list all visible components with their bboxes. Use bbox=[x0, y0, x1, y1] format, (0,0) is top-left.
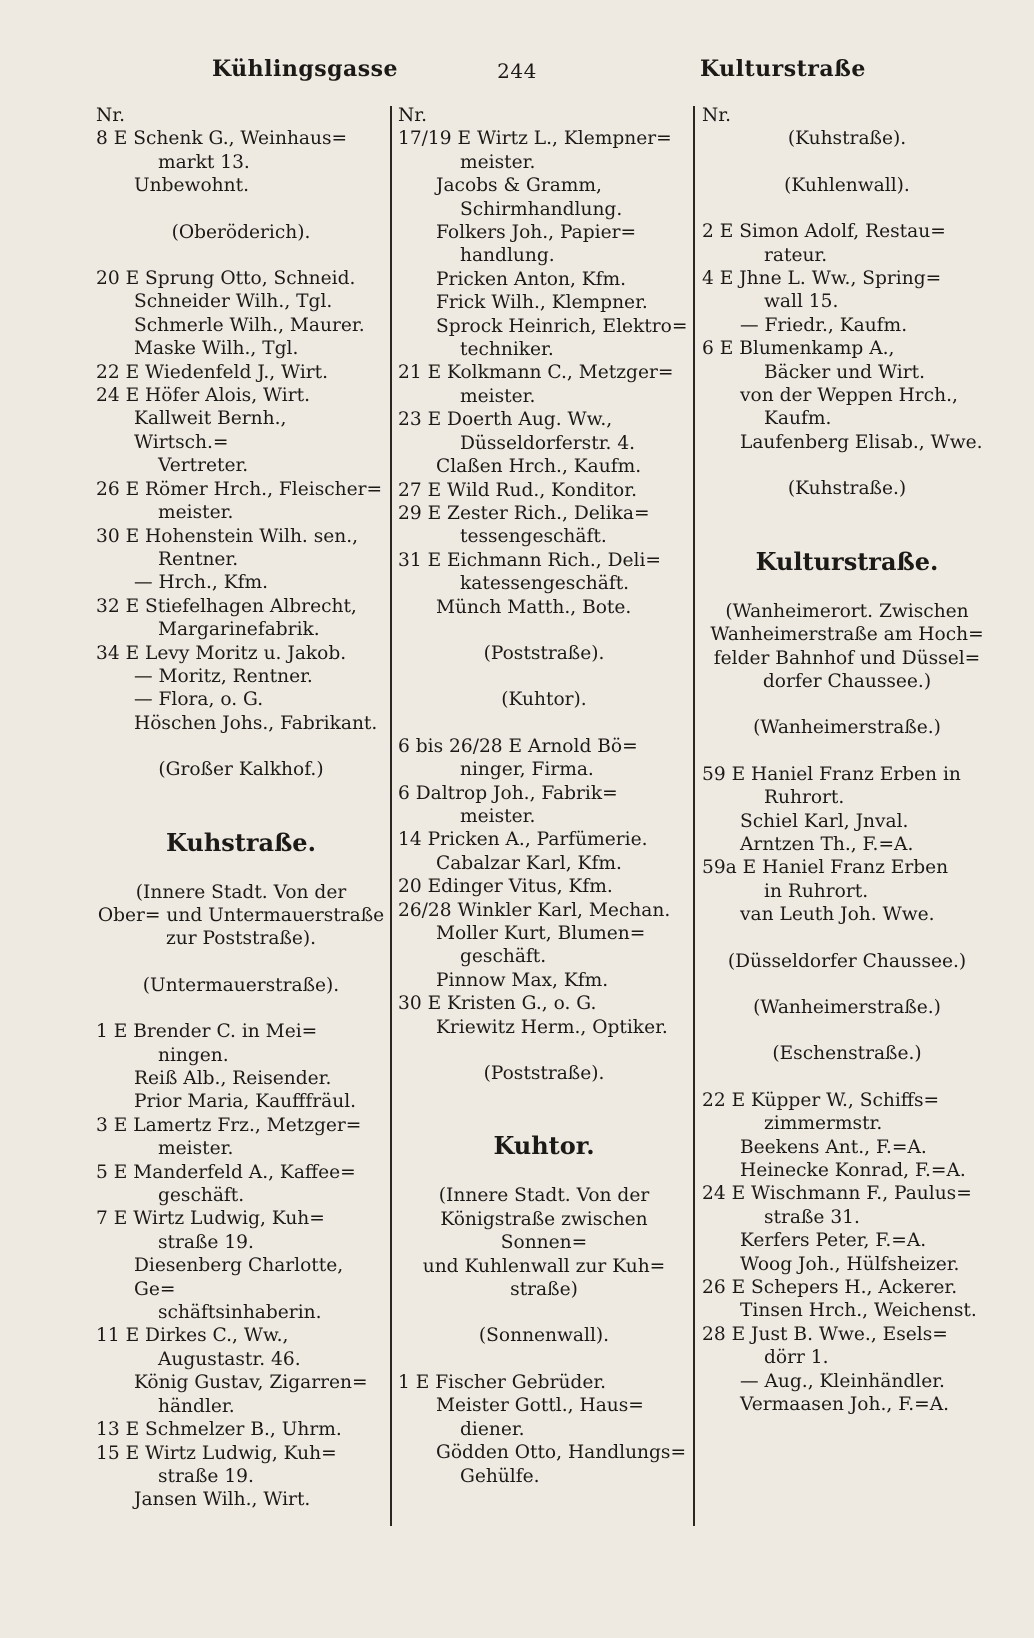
entry-line: — Hrch., Kfm. bbox=[134, 572, 269, 594]
entry-line: van Leuth Joh. Wwe. bbox=[740, 904, 935, 926]
entry-line: 5 E Manderfeld A., Kaffee= bbox=[96, 1161, 356, 1183]
spacer bbox=[96, 244, 386, 267]
section-note: felder Bahnhof und Düssel= bbox=[713, 647, 981, 669]
entry-continuation: ninger, Firma. bbox=[460, 759, 594, 781]
street-heading: Kulturstraße. bbox=[755, 546, 939, 576]
entry-line: — Aug., Kleinhändler. bbox=[740, 1370, 945, 1392]
entry-line: 17/19 E Wirtz L., Klempner= bbox=[398, 128, 672, 150]
entry-line: — Flora, o. G. bbox=[134, 689, 264, 711]
entry-continuation: Rentner. bbox=[158, 548, 239, 570]
spacer bbox=[702, 927, 992, 950]
header-right-street: Kulturstraße bbox=[700, 56, 866, 82]
entry-continuation: meister. bbox=[460, 151, 536, 173]
spacer bbox=[702, 973, 992, 996]
entry-line: 15 E Wirtz Ludwig, Kuh= bbox=[96, 1442, 337, 1464]
entry-continuation: diener. bbox=[460, 1418, 525, 1440]
entry-line: 26 E Schepers H., Ackerer. bbox=[702, 1277, 958, 1299]
entry-line: 30 E Hohenstein Wilh. sen., bbox=[96, 525, 359, 547]
entry-line: Frick Wilh., Klempner. bbox=[436, 292, 648, 314]
section-note: Königstraße zwischen Sonnen= bbox=[440, 1208, 648, 1254]
entry-continuation: ningen. bbox=[158, 1044, 229, 1066]
entry-line: Münch Matth., Bote. bbox=[436, 596, 632, 618]
section-note: (Innere Stadt. Von der bbox=[438, 1185, 650, 1207]
spacer bbox=[702, 454, 992, 477]
entry-continuation: Düsseldorferstr. 4. bbox=[460, 432, 636, 454]
entry-continuation: Augustastr. 46. bbox=[158, 1348, 301, 1370]
entry-continuation: rateur. bbox=[764, 244, 828, 266]
entry-continuation: handlung. bbox=[460, 245, 555, 267]
entry-continuation: meister. bbox=[460, 385, 536, 407]
entry-line: Laufenberg Elisab., Wwe. bbox=[740, 431, 983, 453]
section-note: (Innere Stadt. Von der bbox=[135, 881, 347, 903]
section-note: zur Poststraße). bbox=[165, 928, 317, 950]
spacer bbox=[96, 782, 386, 828]
entry-line: Sprock Heinrich, Elektro= bbox=[436, 315, 688, 337]
entry-line: 24 E Höfer Alois, Wirt. bbox=[96, 385, 311, 407]
section-note: (Sonnenwall). bbox=[478, 1325, 610, 1347]
entry-line: Kerfers Peter, F.=A. bbox=[740, 1230, 927, 1252]
entry-line: Diesenberg Charlotte, Ge= bbox=[134, 1255, 344, 1300]
entry-line: Schiel Karl, Jnval. bbox=[740, 810, 909, 832]
entry-line: Tinsen Hrch., Weichenst. bbox=[740, 1300, 977, 1322]
entry-continuation: straße 19. bbox=[158, 1465, 254, 1487]
entry-continuation: zimmermstr. bbox=[764, 1113, 883, 1135]
entry-line: 27 E Wild Rud., Konditor. bbox=[398, 479, 637, 501]
spacer bbox=[398, 1161, 690, 1184]
entry-line: 31 E Eichmann Rich., Deli= bbox=[398, 549, 661, 571]
entry-line: 3 E Lamertz Frz., Metzger= bbox=[96, 1114, 362, 1136]
spacer bbox=[96, 997, 386, 1020]
entry-line: Jacobs & Gramm, bbox=[436, 175, 602, 197]
entry-line: 59 E Haniel Franz Erben in bbox=[702, 763, 961, 785]
entry-line: Beekens Ant., F.=A. bbox=[740, 1136, 927, 1158]
entry-line: Pricken Anton, Kfm. bbox=[436, 268, 627, 290]
section-note: (Kuhstraße.) bbox=[787, 478, 907, 500]
section-note: (Kuhstraße). bbox=[787, 128, 907, 150]
entry-line: 22 E Küpper W., Schiffs= bbox=[702, 1089, 940, 1111]
entry-line: Jansen Wilh., Wirt. bbox=[134, 1489, 311, 1511]
section-note: (Eschenstraße.) bbox=[772, 1043, 922, 1065]
entry-line: 26 E Römer Hrch., Fleischer= bbox=[96, 478, 383, 500]
entry-line: 26/28 Winkler Karl, Mechan. bbox=[398, 899, 671, 921]
entry-line: Heinecke Konrad, F.=A. bbox=[740, 1160, 966, 1181]
entry-continuation: wall 15. bbox=[764, 291, 839, 313]
section-note: (Wanheimerstraße.) bbox=[753, 996, 941, 1018]
spacer bbox=[702, 693, 992, 716]
entry-line: 4 E Jhne L. Ww., Spring= bbox=[702, 268, 942, 290]
header-left-street: Kühlingsgasse bbox=[212, 56, 399, 82]
entry-line: — Moritz, Rentner. bbox=[134, 665, 313, 687]
entry-line: Höschen Johs., Fabrikant. bbox=[134, 712, 378, 734]
entry-line: 6 Daltrop Joh., Fabrik= bbox=[398, 782, 618, 804]
entry-continuation: schäftsinhaberin. bbox=[158, 1302, 322, 1324]
section-note: (Poststraße). bbox=[483, 642, 605, 664]
entry-line: Woog Joh., Hülfsheizer. bbox=[740, 1253, 960, 1275]
entry-line: Maske Wilh., Tgl. bbox=[134, 338, 299, 360]
section-note: (Großer Kalkhof.) bbox=[158, 759, 324, 781]
section-note: (Kuhlenwall). bbox=[784, 174, 910, 196]
column-label: Nr. bbox=[398, 105, 428, 126]
entry-line: 8 E Schenk G., Weinhaus= bbox=[96, 128, 348, 150]
spacer bbox=[398, 619, 690, 642]
entry-continuation: Schirmhandlung. bbox=[460, 198, 623, 220]
entry-line: Schmerle Wilh., Maurer. bbox=[134, 314, 365, 336]
entry-continuation: markt 13. bbox=[158, 151, 250, 173]
entry-line: von der Weppen Hrch., bbox=[740, 385, 958, 407]
spacer bbox=[398, 1348, 690, 1371]
entry-line: 29 E Zester Rich., Delika= bbox=[398, 502, 650, 524]
spacer bbox=[398, 1039, 690, 1062]
entry-continuation: Margarinefabrik. bbox=[158, 619, 320, 641]
entry-line: Pinnow Max, Kfm. bbox=[436, 969, 609, 991]
entry-line: Cabalzar Karl, Kfm. bbox=[436, 852, 622, 874]
section-note: (Oberöderich). bbox=[171, 221, 311, 243]
entry-line: 59a E Haniel Franz Erben bbox=[702, 857, 949, 879]
entry-line: 28 E Just B. Wwe., Esels= bbox=[702, 1323, 948, 1345]
spacer bbox=[702, 197, 992, 220]
entry-continuation: geschäft. bbox=[460, 946, 547, 968]
entry-line: Vermaasen Joh., F.=A. bbox=[740, 1394, 950, 1416]
entry-line: 7 E Wirtz Ludwig, Kuh= bbox=[96, 1208, 325, 1230]
entry-continuation: dörr 1. bbox=[764, 1347, 829, 1369]
entry-line: Arntzen Th., F.=A. bbox=[740, 833, 914, 855]
section-note: (Wanheimerort. Zwischen bbox=[725, 600, 969, 622]
street-heading: Kuhstraße. bbox=[166, 827, 316, 857]
entry-line: Kriewitz Herm., Optiker. bbox=[436, 1016, 668, 1038]
street-heading: Kuhtor. bbox=[493, 1131, 595, 1161]
section-note: und Kuhlenwall zur Kuh= bbox=[422, 1255, 666, 1277]
entry-line: Unbewohnt. bbox=[134, 175, 249, 197]
entry-continuation: Gehülfe. bbox=[460, 1465, 540, 1487]
spacer bbox=[702, 501, 992, 547]
spacer bbox=[398, 712, 690, 735]
section-note: Ober= und Untermauerstraße bbox=[97, 904, 385, 926]
column-divider bbox=[390, 106, 392, 1526]
entry-continuation: Ruhrort. bbox=[764, 787, 845, 809]
spacer bbox=[702, 577, 992, 600]
spacer bbox=[96, 735, 386, 758]
column-label: Nr. bbox=[96, 105, 126, 126]
section-note: (Kuhtor). bbox=[501, 689, 587, 711]
section-note: straße) bbox=[510, 1279, 578, 1301]
entry-continuation: in Ruhrort. bbox=[764, 880, 869, 902]
column-left bbox=[96, 104, 386, 1512]
entry-line: 21 E Kolkmann C., Metzger= bbox=[398, 362, 674, 384]
section-note: (Untermauerstraße). bbox=[142, 974, 340, 996]
entry-line: Folkers Joh., Papier= bbox=[436, 222, 637, 244]
spacer bbox=[398, 1301, 690, 1324]
entry-line: 13 E Schmelzer B., Uhrm. bbox=[96, 1419, 342, 1441]
spacer bbox=[702, 1019, 992, 1042]
entry-continuation: katessengeschäft. bbox=[460, 573, 630, 595]
entry-line: 34 E Levy Moritz u. Jakob. bbox=[96, 642, 347, 664]
entry-continuation: straße 19. bbox=[158, 1231, 254, 1253]
spacer bbox=[398, 665, 690, 688]
entry-line: 22 E Wiedenfeld J., Wirt. bbox=[96, 361, 329, 383]
entry-line: 20 Edinger Vitus, Kfm. bbox=[398, 876, 613, 898]
entry-continuation: meister. bbox=[460, 805, 536, 827]
column-right bbox=[702, 104, 992, 1416]
section-note: (Düsseldorfer Chaussee.) bbox=[727, 950, 967, 972]
entry-line: 30 E Kristen G., o. G. bbox=[398, 993, 597, 1015]
spacer bbox=[702, 1066, 992, 1089]
section-note: Wanheimerstraße am Hoch= bbox=[710, 624, 984, 646]
section-note: dorfer Chaussee.) bbox=[762, 670, 932, 692]
entry-line: König Gustav, Zigarren= bbox=[134, 1372, 368, 1394]
entry-line: 20 E Sprung Otto, Schneid. bbox=[96, 268, 356, 290]
entry-line: 6 E Blumenkamp A., bbox=[702, 338, 895, 360]
entry-line: — Friedr., Kaufm. bbox=[740, 314, 908, 336]
entry-continuation: Bäcker und Wirt. bbox=[764, 361, 925, 383]
entry-line: 1 E Fischer Gebrüder. bbox=[398, 1371, 607, 1393]
entry-line: 14 Pricken A., Parfümerie. bbox=[398, 829, 648, 851]
entry-continuation: tessengeschäft. bbox=[460, 526, 607, 548]
entry-line: 11 E Dirkes C., Ww., bbox=[96, 1325, 289, 1347]
entry-line: Gödden Otto, Handlungs= bbox=[436, 1442, 687, 1464]
entry-line: Meister Gottl., Haus= bbox=[436, 1395, 644, 1417]
spacer bbox=[702, 151, 992, 174]
entry-line: Reiß Alb., Reisender. bbox=[134, 1068, 332, 1089]
spacer bbox=[702, 740, 992, 763]
entry-line: 32 E Stiefelhagen Albrecht, bbox=[96, 595, 357, 617]
entry-line: Schneider Wilh., Tgl. bbox=[134, 291, 333, 313]
column-divider bbox=[693, 106, 695, 1526]
entry-continuation: geschäft. bbox=[158, 1185, 245, 1207]
spacer bbox=[96, 858, 386, 881]
spacer bbox=[96, 198, 386, 221]
entry-line: 1 E Brender C. in Mei= bbox=[96, 1021, 318, 1043]
entry-continuation: meister. bbox=[158, 1138, 234, 1160]
page-number: 244 bbox=[497, 59, 537, 83]
entry-line: 23 E Doerth Aug. Ww., bbox=[398, 409, 613, 431]
entry-continuation: straße 31. bbox=[764, 1206, 860, 1228]
section-note: (Wanheimerstraße.) bbox=[753, 717, 941, 739]
entry-line: 2 E Simon Adolf, Restau= bbox=[702, 221, 946, 243]
column-middle bbox=[398, 104, 690, 1488]
spacer bbox=[96, 951, 386, 974]
entry-line: Kallweit Bernh., Wirtsch.= bbox=[134, 408, 287, 453]
entry-continuation: Kaufm. bbox=[764, 408, 832, 430]
entry-continuation: Vertreter. bbox=[158, 455, 249, 477]
entry-continuation: techniker. bbox=[460, 339, 554, 361]
entry-line: 6 bis 26/28 E Arnold Bö= bbox=[398, 735, 638, 757]
section-note: (Poststraße). bbox=[483, 1063, 605, 1085]
spacer bbox=[398, 1085, 690, 1131]
entry-continuation: händler. bbox=[158, 1395, 235, 1417]
entry-continuation: meister. bbox=[158, 502, 234, 524]
column-label: Nr. bbox=[702, 105, 732, 126]
entry-line: Prior Maria, Kaufffräul. bbox=[134, 1091, 357, 1113]
entry-line: Claßen Hrch., Kaufm. bbox=[436, 456, 642, 478]
entry-line: 24 E Wischmann F., Paulus= bbox=[702, 1183, 972, 1205]
entry-line: Moller Kurt, Blumen= bbox=[436, 923, 646, 944]
